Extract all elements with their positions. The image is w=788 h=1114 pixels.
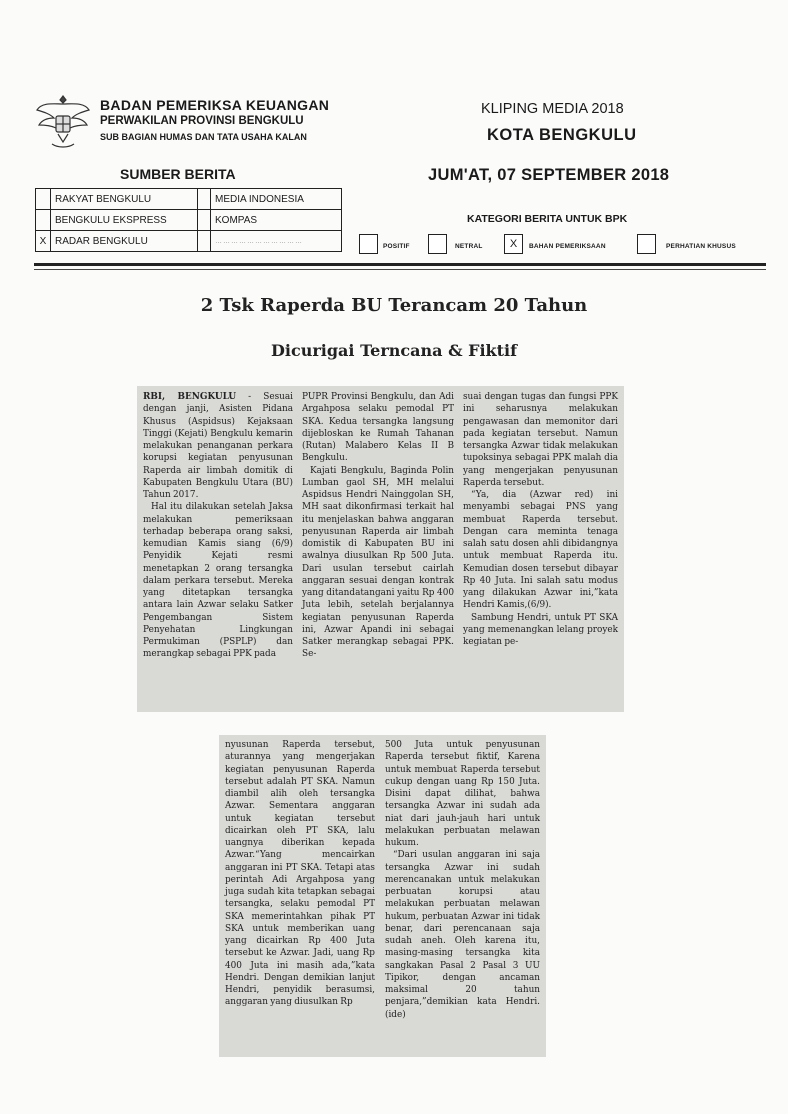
article-column xyxy=(225,739,375,1009)
header-divider-thin xyxy=(34,269,766,270)
category-checkbox-perhatian-khusus[interactable] xyxy=(637,234,656,254)
org-name: BADAN PEMERIKSA KEUANGAN xyxy=(100,97,330,113)
article-paragraph: PUPR Provinsi Bengkulu, dan Adi Argahposa selaku pemodal PT SKA. Kedua tersangka langsung dijebloskan ke Rumah Tahanan (Rutan) Malabero Kelas II B Bengkulu. xyxy=(302,392,454,464)
category-checkbox-netral[interactable] xyxy=(428,234,447,254)
article-paragraph xyxy=(143,391,293,501)
date-title: JUM'AT, 07 SEPTEMBER 2018 xyxy=(428,166,670,184)
source-name: RADAR BENGKULU xyxy=(51,231,198,252)
category-title: KATEGORI BERITA UNTUK BPK xyxy=(467,213,628,225)
source-name: RAKYAT BENGKULU xyxy=(51,189,198,210)
source-mark[interactable] xyxy=(198,231,211,252)
article-paragraph: Kajati Bengkulu, Baginda Polin Lumban gaol SH, MH melalui Aspidsus Hendri Nainggolan SH, MH saat dikonfirmasi terkait hal itu menjelaskan bahwa anggaran penyusunan Raperda air limbah domistik di Kabupaten BU ini awalnya diusulkan Rp 500 Juta. Dari usulan tersebut cairlah anggaran sesuai dengan kontrak yang ditandatangani yaitu Rp 400 Juta lebih, setelah berjalannya kegiatan penyusunan Raperda ini, Azwar Apandi ini sebagai Satker merangkap sebagai PPK. Se- xyxy=(302,465,454,660)
category-checkbox-bahan-pemeriksaan[interactable]: X xyxy=(504,234,523,254)
category-checkbox-positif[interactable] xyxy=(359,234,378,254)
article-headline: 2 Tsk Raperda BU Terancam 20 Tahun xyxy=(200,295,588,316)
sources-table xyxy=(35,188,342,252)
article-paragraph: Hal itu dilakukan setelah Jaksa melakukan pemeriksaan terhadap beberapa orang saksi, kemudian Kamis siang (6/9) Penyidik Kejati resmi menetapkan 2 orang tersangka dalam perkara tersebut. Mereka yang ditetapkan tersangka antara lain Azwar selaku Satker Pengembangan Sistem Penyehatan Lingkungan Permukiman (PSPLP) dan merangkap sebagai PPK pada xyxy=(143,502,293,660)
source-other-blank: …………………………… xyxy=(211,231,342,252)
article-subheadline: Dicurigai Terncana & Fiktif xyxy=(271,341,517,360)
article-paragraph: 500 Juta untuk penyusunan Raperda tersebut fiktif, Karena untuk membuat Raperda tersebut cukup dengan uang Rp 150 Juta. Disini dapat dilihat, bahwa tersangka Azwar ini sudah ada niat dari jauh-jauh hari untuk melakukan perbuatan melawan hukum. xyxy=(385,740,540,848)
article-paragraph: “Dari usulan anggaran ini saja tersangka Azwar ini sudah merencanakan untuk melakukan perbuatan korupsi atau melakukan perbuatan melawan hukum, perbuatan Azwar ini tidak benar, dari perencanaan saja sudah aneh. Oleh karena itu, masing-masing tersangka kita sangkakan Pasal 2 Pasal 3 UU Tipikor, dengan ancaman maksimal 20 tahun penjara,”demikian kata Hendri.(ide) xyxy=(385,850,540,1020)
source-row xyxy=(36,231,342,252)
kliping-title: KLIPING MEDIA 2018 xyxy=(481,101,624,117)
article-paragraph: suai dengan tugas dan fungsi PPK ini seharusnya melakukan pengawasan dan memonitor dari pada kegiatan tersebut. Namun tersangka Azwar tidak melakukan tupoksinya sebagai PPK malah dia yang mengerjakan penyusunan Raperda tersebut. xyxy=(463,392,618,488)
category-label: PERHATIAN KHUSUS xyxy=(666,243,736,250)
article-clipping-1 xyxy=(137,386,624,712)
org-division: SUB BAGIAN HUMAS DAN TATA USAHA KALAN xyxy=(100,132,307,142)
category-label: POSITIF xyxy=(383,243,410,250)
category-label: NETRAL xyxy=(455,243,483,250)
source-row xyxy=(36,189,342,210)
article-paragraph: “Ya, dia (Azwar red) ini menyambi sebagai PNS yang membuat Raperda tersebut. Dengan cara meminta tenaga salah satu dosen ahli dibidangnya untuk membuat Raperda itu. Kemudian dosen tersebut dibayar Rp 40 Juta. Ini salah satu modus yang dilakukan Azwar ini,”kata Hendri Kamis,(6/9). xyxy=(463,490,618,611)
article-dateline: RBI, BENGKULU xyxy=(143,392,237,402)
source-mark[interactable] xyxy=(36,210,51,231)
sources-title: SUMBER BERITA xyxy=(120,166,236,182)
source-row xyxy=(36,210,342,231)
article-text: - Sesuai dengan janji, Asisten Pidana Khusus (Aspidsus) Kejaksaan Tinggi (Kejati) Bengkulu kemarin melakukan penanganan perkara korupsi kegiatan penyusunan Raperda air limbah domitik di Kabupaten Bengkulu Utara (BU) Tahun 2017. xyxy=(143,392,294,500)
source-mark[interactable] xyxy=(36,189,51,210)
source-mark[interactable] xyxy=(198,210,211,231)
source-mark[interactable] xyxy=(198,189,211,210)
source-mark[interactable]: X xyxy=(36,231,51,252)
source-name: MEDIA INDONESIA xyxy=(211,189,342,210)
city-title: KOTA BENGKULU xyxy=(487,126,637,144)
garuda-emblem-icon xyxy=(34,90,92,152)
article-column xyxy=(302,391,454,661)
source-name: BENGKULU EKSPRESS xyxy=(51,210,198,231)
article-column xyxy=(385,739,540,1021)
header-divider xyxy=(34,263,766,266)
category-label: BAHAN PEMERIKSAAN xyxy=(529,243,606,250)
article-clipping-2 xyxy=(219,735,546,1057)
article-column xyxy=(463,391,618,648)
article-paragraph: Sambung Hendri, untuk PT SKA yang memenangkan lelang proyek kegiatan pe- xyxy=(463,612,618,647)
article-column xyxy=(143,391,293,661)
org-branch: PERWAKILAN PROVINSI BENGKULU xyxy=(100,115,304,127)
article-paragraph: nyusunan Raperda tersebut, aturannya yang mengerjakan kegiatan penyusunan Raperda tersebut adalah PT SKA. Namun diambil alih oleh tersangka Azwar. Sementara anggaran untuk kegiatan tersebut dicairkan oleh PT SKA, lalu uangnya diberikan kepada Azwar.“Yang mencairkan anggaran ini PT SKA. Tetapi atas perintah Adi Argahposa yang juga sudah kita tetapkan sebagai tersangka, selaku pemodal PT SKA memerintahkan pihak PT SKA untuk memberikan uang yang dicairkan Rp 400 Juta tersebut ke Azwar. Jadi, uang Rp 400 Juta ini masih ada,”kata Hendri. Dengan demikian lanjut Hendri, penyidik berasumsi, anggaran yang diusulkan Rp xyxy=(225,740,375,1008)
source-name: KOMPAS xyxy=(211,210,342,231)
